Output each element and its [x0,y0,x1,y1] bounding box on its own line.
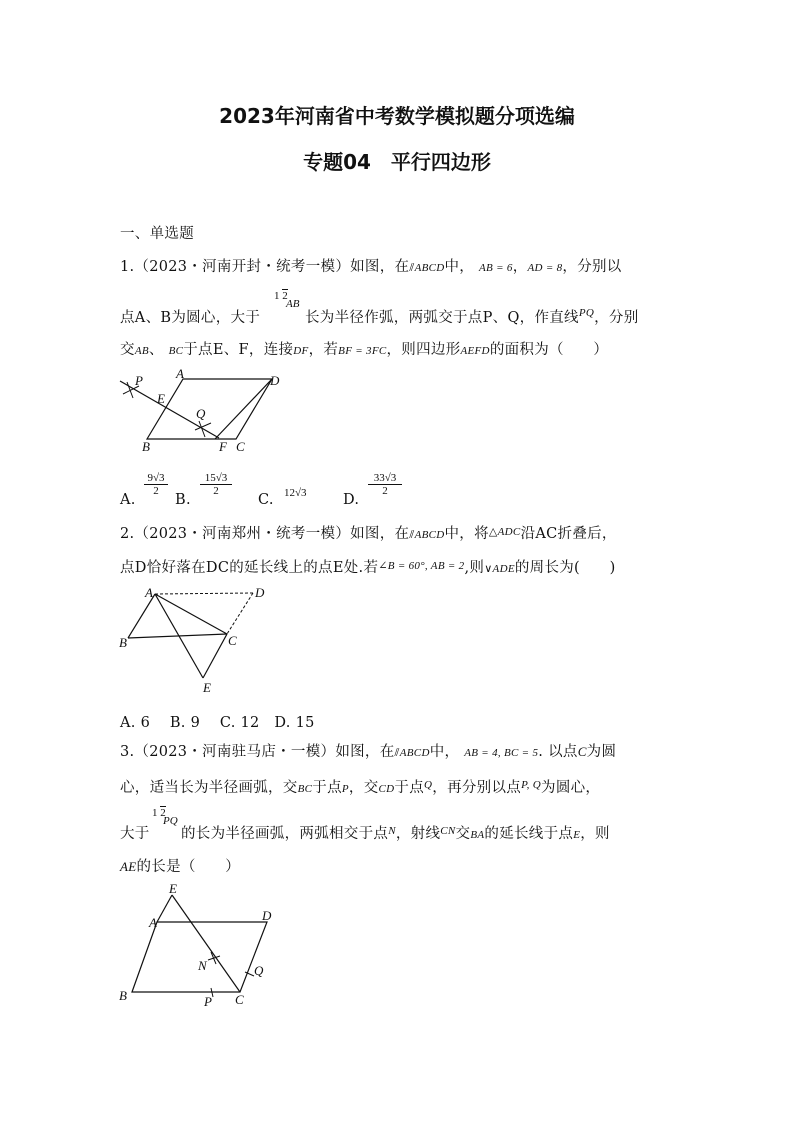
q1-figure [115,368,290,453]
q1-option-d-value: $\frac{33√3}{2}$ [368,472,402,497]
section-heading: 一、单选题 [120,226,194,242]
fig3-label-n: N [198,958,207,973]
q1-option-b-label: B. [175,492,191,508]
page-subtitle: 专题04 平行四边形 [303,150,491,174]
q1-option-a-label: A. [120,492,136,508]
q3-line2: 心，适当长为半径画弧，交BC于点P，交CD于点$^Q$，再分别以点$^{P, Q}$为圆心， [120,779,601,796]
fig1-label-q: Q [196,406,206,421]
q1-pq: PQ [578,307,595,319]
fig1-label-b: B [142,439,150,453]
fig2-label-a: A [145,585,153,600]
fig3-label-q: Q [254,963,264,978]
q3-line4: AE的长是（ ） [120,859,241,875]
q3-line1: 3.（2023・河南驻马店・一模）如图，在⫽ABCD中， AB = 4, BC = 5. 以点C为圆 [120,744,617,760]
q1-ad: AD = 8 [527,262,563,274]
q3-figure [115,880,280,1010]
q2-line2: 点D恰好落在DC的延长线上的点E处.若$^{\angle B = 60^\circ, AB = 2}$,则∨ADE的周长为( ) [120,560,616,576]
q3-line3a: 大于 [120,826,150,842]
fig3-label-d: D [262,908,272,923]
q3-half-pq: PQ [163,815,178,827]
q3-condition: AB = 4, BC = 5 [464,747,539,759]
fig2-label-b: B [119,635,127,650]
q2-triangle: △ADC [488,526,521,538]
fig3-label-a: A [149,915,157,930]
q2-figure [115,582,275,697]
q1-option-b-value: $\frac{15√3}{2}$ [200,472,232,497]
fig2-label-c: C [228,633,237,648]
q1-line3: 交AB、 BC于点E、F，连接DF，若BF = 3FC，则四边形AEFD的面积为（ ） [120,342,609,358]
fig1-label-c: C [236,439,245,453]
q1-line2a: 点A、B为圆心，大于 [120,310,261,326]
q2-line1: 2.（2023・河南郑州・统考一模）如图，在⫽ABCD中，将$^{\triangle ADC}$沿AC折叠后， [120,526,617,542]
q1-option-c-value: 12√3 [284,487,307,499]
q1-option-d-label: D. [343,492,360,508]
q1-line1: 1.（2023・河南开封・统考一模）如图，在⫽ABCD中， AB = 6，AD = 8，分别以 [120,259,622,275]
fig2-label-e: E [203,680,211,695]
q2-condition: ∠B = 60°, AB = 2 [378,560,465,572]
parallelogram-symbol: ⫽ [409,262,415,274]
q1-pg: ABCD [414,262,445,274]
q1-option-a-value: $\frac{9√3}{2}$ [144,472,168,497]
q2-options: A. 6 B. 9 C. 12 D. 15 [120,715,315,731]
fig1-label-d: D [270,373,280,388]
q1-bf: BF = 3FC [338,345,387,357]
q1-half-ab: AB [286,298,300,310]
q3-half-fraction: 1 2 [152,807,166,819]
fig3-label-b: B [119,988,127,1003]
fig3-label-e: E [169,881,177,896]
fig1-label-e: E [157,391,165,406]
fig1-label-f: F [219,439,227,453]
fig3-label-p: P [204,994,212,1009]
fig1-label-p: P [135,373,143,388]
fig1-label-a: A [176,368,184,381]
q1-half-fraction: 1 2 [274,290,288,302]
q1-option-c-label: C. [258,492,274,508]
fig2-label-d: D [255,585,265,600]
fig3-label-c: C [235,992,244,1007]
page-title: 2023年河南省中考数学模拟题分项选编 [219,104,575,128]
q1-line2b: 长为半径作弧，两弧交于点P、Q，作直线$^{PQ}$，分别 [305,307,639,326]
q1-ab: AB = 6 [479,262,513,274]
q3-line3: 的长为半径画弧，两弧相交于点$^N$，射线$^{CN}$交BA的延长线于点E，则 [181,825,610,842]
